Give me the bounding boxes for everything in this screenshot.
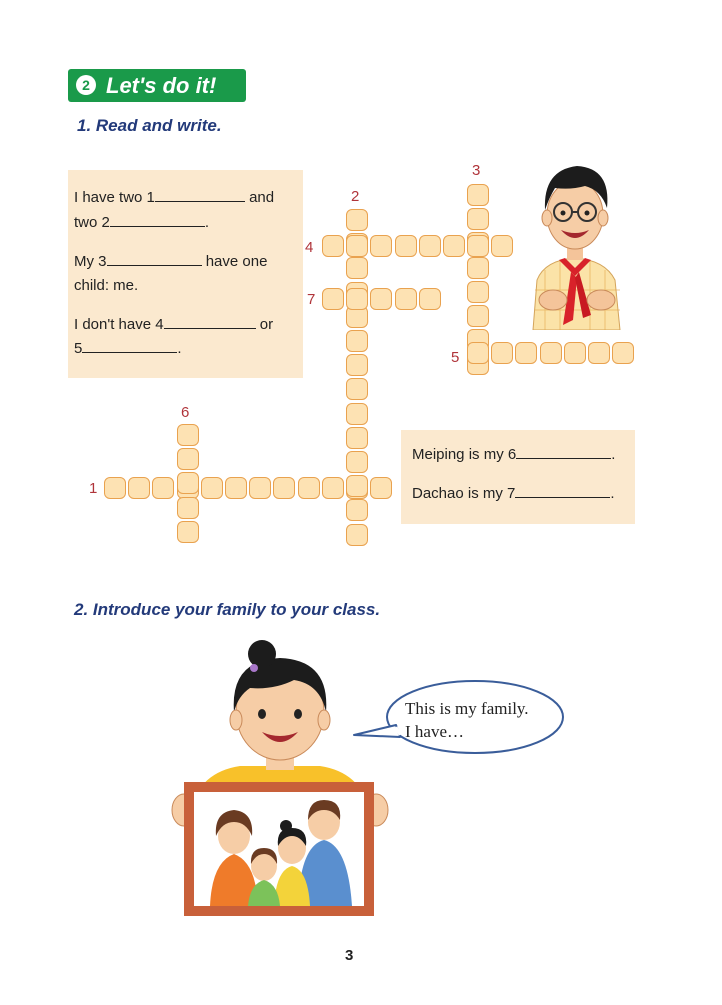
crossword-cell[interactable] [152, 477, 174, 499]
crossword-cell[interactable] [201, 477, 223, 499]
crossword-cell[interactable] [298, 477, 320, 499]
clue-line-6: 5 . [74, 340, 182, 357]
crossword-cell[interactable] [467, 184, 489, 206]
clue-text: Dachao is my 7 [412, 485, 516, 502]
crossword-cell[interactable] [612, 342, 634, 364]
crossword-cell[interactable] [467, 257, 489, 279]
crossword-cell[interactable] [346, 451, 368, 473]
clue-text: 5 [74, 340, 83, 357]
crossword-number-5: 5 [451, 349, 460, 366]
crossword-cell[interactable] [564, 342, 586, 364]
crossword-cell[interactable] [346, 288, 368, 310]
clue-text: My 3 [74, 253, 107, 270]
crossword-cell[interactable] [177, 521, 199, 543]
exercise-1-title: 1. Read and write. [77, 116, 222, 135]
crossword-cell[interactable] [491, 235, 513, 257]
clue-line-8: Dachao is my 7 . [412, 485, 615, 502]
crossword-number-4: 4 [305, 239, 314, 256]
clue-text: and [249, 189, 275, 206]
crossword-cell[interactable] [467, 305, 489, 327]
clue-line-7: Meiping is my 6 . [412, 446, 616, 463]
page-number: 3 [345, 947, 354, 964]
crossword-cell[interactable] [370, 235, 392, 257]
crossword-cell[interactable] [540, 342, 562, 364]
exercise-2-title: 2. Introduce your family to your class. [74, 600, 381, 619]
section-title: Let's do it! [106, 73, 217, 98]
crossword-cell[interactable] [104, 477, 126, 499]
crossword-cell[interactable] [225, 477, 247, 499]
crossword-cell[interactable] [346, 499, 368, 521]
bubble-line-2: I have… [405, 722, 465, 741]
crossword-cell[interactable] [177, 497, 199, 519]
crossword-cell[interactable] [467, 281, 489, 303]
section-number: 2 [76, 75, 96, 95]
crossword-cell[interactable] [395, 235, 417, 257]
crossword-cell[interactable] [467, 235, 489, 257]
clue-text: two 2 [74, 214, 110, 231]
crossword-cell[interactable] [273, 477, 295, 499]
boy-illustration [525, 160, 625, 330]
crossword-cell[interactable] [346, 403, 368, 425]
crossword-cell[interactable] [346, 235, 368, 257]
crossword-cell[interactable] [419, 288, 441, 310]
clue-text: Meiping is my 6 [412, 446, 517, 463]
crossword-cell[interactable] [467, 342, 489, 364]
crossword-cell[interactable] [322, 288, 344, 310]
crossword-number-2: 2 [351, 188, 360, 205]
bubble-line-1: This is my family. [405, 699, 529, 718]
crossword-cell[interactable] [467, 208, 489, 230]
crossword-cell[interactable] [346, 209, 368, 231]
crossword-cell[interactable] [370, 477, 392, 499]
crossword-number-1: 1 [89, 480, 98, 497]
crossword-cell[interactable] [346, 257, 368, 279]
crossword-number-7: 7 [307, 291, 316, 308]
crossword-cell[interactable] [346, 524, 368, 546]
crossword-cell[interactable] [588, 342, 610, 364]
crossword-cell[interactable] [491, 342, 513, 364]
crossword-cell[interactable] [322, 235, 344, 257]
crossword-number-6: 6 [181, 404, 190, 421]
crossword-number-3: 3 [472, 162, 481, 179]
crossword-cell[interactable] [322, 477, 344, 499]
crossword-cell[interactable] [370, 288, 392, 310]
clue-line-4: child: me. [74, 277, 139, 294]
clue-text: I have two 1 [74, 189, 155, 206]
crossword-cell[interactable] [177, 472, 199, 494]
crossword-cell[interactable] [128, 477, 150, 499]
clue-text: have one [205, 253, 268, 270]
crossword-cell[interactable] [177, 424, 199, 446]
crossword-cell[interactable] [346, 427, 368, 449]
crossword-cell[interactable] [177, 448, 199, 470]
crossword-cell[interactable] [346, 475, 368, 497]
crossword-cell[interactable] [346, 330, 368, 352]
crossword-cell[interactable] [249, 477, 271, 499]
crossword-cell[interactable] [419, 235, 441, 257]
crossword-cell[interactable] [443, 235, 465, 257]
crossword-cell[interactable] [346, 378, 368, 400]
clue-text: I don't have 4 [74, 316, 164, 333]
crossword-cell[interactable] [395, 288, 417, 310]
crossword-cell[interactable] [515, 342, 537, 364]
clue-text: or [259, 316, 274, 333]
crossword-cell[interactable] [346, 354, 368, 376]
clue-line-2: two 2 . [74, 214, 210, 231]
